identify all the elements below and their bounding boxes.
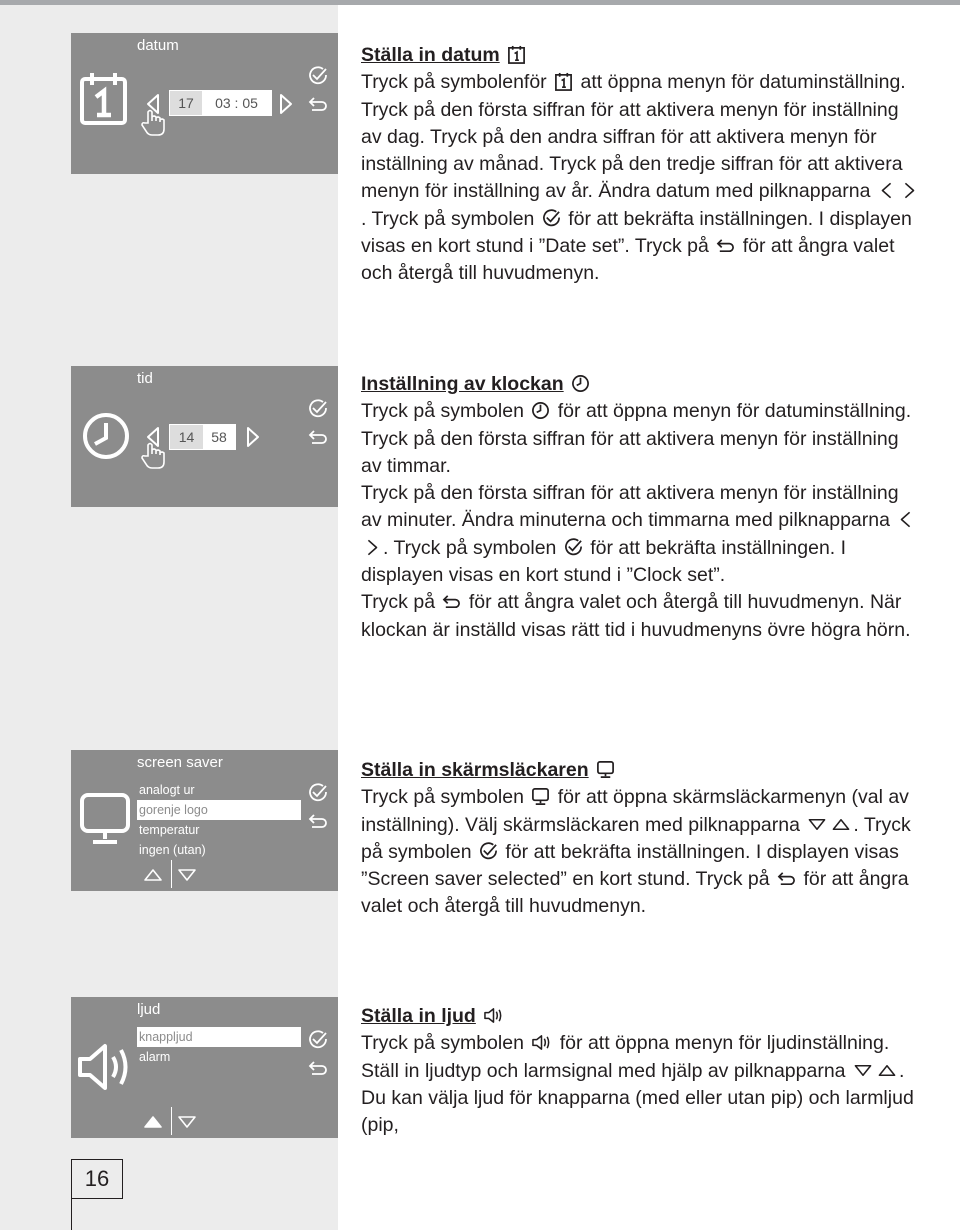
body-text: Tryck på symbolen — [361, 1032, 524, 1055]
back-icon — [308, 94, 328, 114]
menu-item[interactable]: temperatur — [139, 823, 200, 837]
time-hour[interactable]: 14 — [170, 425, 203, 449]
back-icon — [308, 811, 328, 831]
arrow-right-icon — [245, 426, 261, 448]
menu-item[interactable]: analogt ur — [139, 783, 195, 797]
arrow-divider — [171, 1107, 172, 1135]
monitor-icon — [596, 760, 615, 779]
section-ljud — [361, 1003, 921, 1139]
screensaver-screen — [71, 750, 338, 891]
ljud-screen-title: ljud — [137, 1001, 161, 1018]
clock-icon — [571, 374, 590, 393]
body-text: för att bekräfta inställningen. I displayen visas en kort stund i ”Date set”. Tryck på — [361, 207, 912, 258]
back-icon — [777, 869, 796, 888]
body-text: för att ångra valet och återgå till huvudmenyn. — [361, 235, 895, 285]
arrow-up-icon — [831, 815, 851, 834]
calendar-icon — [507, 45, 526, 64]
screensaver-screen-title: screen saver — [137, 754, 223, 771]
confirm-check-icon — [542, 209, 561, 228]
section-heading: Ställa in skärmsläckaren — [361, 759, 589, 781]
back-icon — [716, 236, 735, 255]
section-skarmslackare — [361, 757, 921, 921]
arrow-down-icon — [177, 1114, 197, 1130]
menu-item[interactable]: ingen (utan) — [139, 843, 206, 857]
page-margin-line — [71, 1199, 72, 1230]
calendar-icon — [79, 71, 129, 127]
tid-screen-title: tid — [137, 370, 153, 387]
arrow-right-icon — [278, 93, 294, 115]
confirm-check-icon — [308, 66, 328, 86]
datum-screen — [71, 33, 338, 174]
screensaver-menu — [137, 780, 301, 860]
body-text: Tryck på symbolenför — [361, 71, 547, 94]
confirm-check-icon — [479, 842, 498, 861]
arrow-down-icon — [853, 1061, 873, 1080]
menu-item[interactable]: alarm — [139, 1050, 171, 1064]
arrow-left-icon — [878, 181, 896, 200]
body-text: för att öppna menyn för ljudinställning. Ställ in ljudtyp och larmsignal med hjälp av pilknapparna — [361, 1032, 890, 1082]
body-text: Tryck på den första siffran för att aktivera menyn för inställning av timmar. — [361, 427, 899, 477]
calendar-icon — [554, 72, 573, 91]
body-text: . Du kan välja ljud för knapparna (med eller utan pip) och larmljud (pip, — [361, 1059, 914, 1137]
body-text: . Tryck på symbolen — [361, 207, 535, 230]
monitor-icon — [79, 792, 131, 846]
arrow-up-icon — [143, 867, 163, 883]
datum-screen-title: datum — [137, 37, 179, 54]
confirm-check-icon — [308, 1030, 328, 1050]
section-klocka — [361, 371, 921, 644]
back-icon — [442, 592, 461, 611]
menu-item-selected[interactable]: gorenje logo — [137, 800, 301, 820]
arrow-down-icon — [177, 867, 197, 883]
confirm-check-icon — [308, 783, 328, 803]
body-text: Tryck på symbolen — [361, 400, 524, 423]
time-display — [169, 424, 236, 450]
body-text: . Tryck på symbolen — [383, 536, 557, 559]
arrow-right-icon — [363, 538, 381, 557]
body-text: Tryck på — [361, 591, 436, 614]
speaker-icon — [77, 1041, 133, 1093]
page-number: 16 — [71, 1159, 123, 1199]
date-month-year[interactable]: 03 : 05 — [215, 95, 258, 111]
speaker-icon — [531, 1033, 552, 1052]
arrow-left-icon — [897, 510, 915, 529]
menu-item-selected[interactable]: knappljud — [137, 1027, 301, 1047]
section-heading: Ställa in ljud — [361, 1005, 476, 1027]
body-text: för att öppna skärmsläckarmenyn (val av inställning). Välj skärmsläckaren med pilknapparna — [361, 786, 909, 836]
body-text: för att ångra valet och återgå till huvudmenyn. När klockan är inställd visas rätt tid i huvudmenyns övre högra hörn. — [361, 591, 911, 641]
ljud-screen — [71, 997, 338, 1138]
body-text: Tryck på symbolen — [361, 786, 524, 809]
clock-icon — [81, 411, 131, 461]
section-heading: Ställa in datum — [361, 44, 500, 66]
tid-screen — [71, 366, 338, 507]
section-datum — [361, 42, 921, 288]
arrow-up-filled-icon — [143, 1114, 163, 1130]
arrow-right-icon — [900, 181, 918, 200]
back-icon — [308, 1058, 328, 1078]
confirm-check-icon — [308, 399, 328, 419]
clock-icon — [531, 401, 550, 420]
body-text: att öppna menyn för datuminställning. Tryck på den första siffran för att aktivera menyn för inställning av dag. Tryck på den andra siffran för att aktivera menyn för inställning av månad. Tryck på den tredje siffran för att aktivera menyn för inställning av år. Ändra datum med pilknapparna — [361, 71, 906, 203]
section-heading: Inställning av klockan — [361, 373, 564, 395]
body-text: Tryck på den första siffran för att aktivera menyn för inställning av minuter. Ändra minuterna och timmarna med pilknapparna — [361, 482, 899, 532]
speaker-icon — [483, 1006, 504, 1025]
body-text: . Tryck på symbolen — [361, 813, 911, 863]
hand-pointer-icon — [140, 442, 166, 470]
body-text: för att öppna menyn för datuminställning. — [557, 400, 912, 423]
date-display — [169, 90, 272, 116]
arrow-down-icon — [807, 815, 827, 834]
arrow-up-icon — [877, 1061, 897, 1080]
time-minute[interactable]: 58 — [211, 429, 227, 445]
arrow-divider — [171, 860, 172, 888]
body-text: för att bekräfta inställningen. I displayen visas ”Screen saver selected” en kort stund. Tryck på — [361, 840, 899, 891]
ljud-menu — [137, 1027, 301, 1067]
confirm-check-icon — [564, 538, 583, 557]
monitor-icon — [531, 787, 550, 806]
back-icon — [308, 427, 328, 447]
hand-pointer-icon — [140, 109, 166, 137]
body-text: för att bekräfta inställningen. I displayen visas en kort stund i ”Clock set”. — [361, 536, 847, 587]
body-text: för att ångra valet och återgå till huvudmenyn. — [361, 868, 909, 918]
date-day[interactable]: 17 — [170, 91, 202, 115]
